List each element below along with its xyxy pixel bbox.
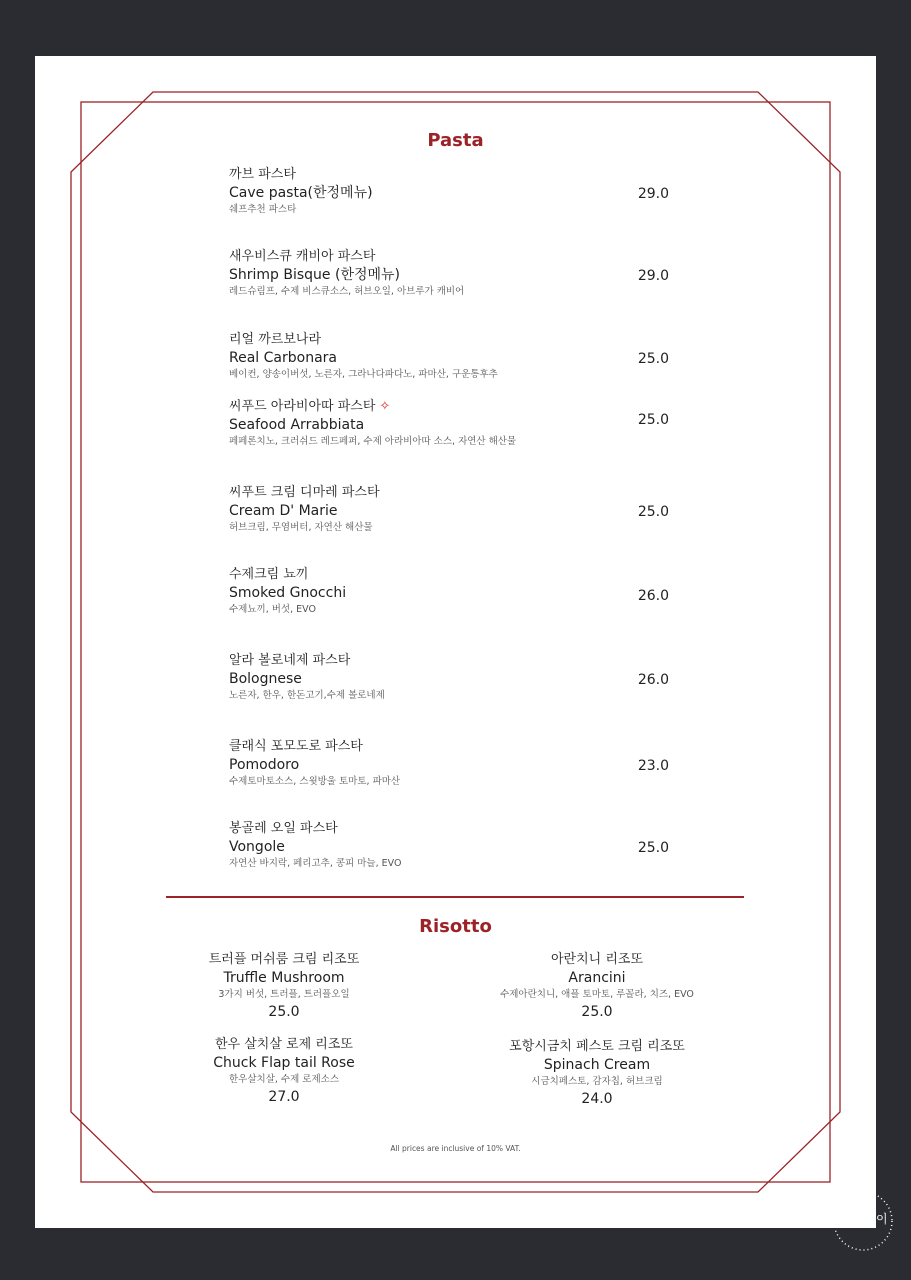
item-name-english: Smoked Gnocchi <box>229 585 347 601</box>
item-description: 수제토마토소스, 스윗방울 토마토, 파마산 <box>229 776 401 787</box>
item-name-english: Real Carbonara <box>229 350 337 366</box>
pasta-item-cave-pasta <box>229 166 689 236</box>
pasta-section-title: Pasta <box>427 130 484 151</box>
item-name-english: Truffle Mushroom <box>223 970 345 986</box>
item-price: 25.0 <box>268 1004 300 1020</box>
item-name-korean: 아란치니 리조또 <box>550 952 644 967</box>
item-name-korean: 포항시금치 페스토 크림 리조또 <box>509 1039 685 1054</box>
item-name-korean-row <box>229 398 689 416</box>
pasta-item-bolognese <box>229 652 689 722</box>
item-description: 수제아란치니, 애플 토마토, 루꼴라, 치즈, EVO <box>500 989 694 1000</box>
page-indicator-label: 이 <box>876 1212 888 1226</box>
item-description: 자연산 바지락, 페리고추, 콩피 마늘, EVO <box>229 858 402 869</box>
item-price: 26.0 <box>637 672 669 688</box>
item-price: 26.0 <box>637 588 669 604</box>
menu-page <box>35 56 876 1228</box>
item-description: 노른자, 한우, 한돈고기,수제 볼로네제 <box>229 690 385 701</box>
item-name-korean: 까브 파스타 <box>229 167 296 182</box>
pasta-item-cream-d-marie <box>229 484 689 554</box>
item-name-english: Cream D' Marie <box>229 503 338 519</box>
item-description: 쉐프추천 파스타 <box>229 204 297 215</box>
item-price: 25.0 <box>637 412 669 428</box>
item-description: 한우살치살, 수제 로제소스 <box>228 1074 339 1085</box>
risotto-section-title: Risotto <box>419 916 492 937</box>
item-price: 25.0 <box>637 504 669 520</box>
item-description: 허브크림, 무염버터, 자연산 해산물 <box>229 522 373 533</box>
item-price: 23.0 <box>637 758 669 774</box>
item-name-english: Shrimp Bisque (한정메뉴) <box>229 267 401 283</box>
item-name-korean: 씨푸트 크림 디마레 파스타 <box>229 485 380 500</box>
risotto-item-arancini <box>447 951 747 1021</box>
item-name-english: Bolognese <box>229 671 302 687</box>
item-price: 27.0 <box>268 1089 300 1105</box>
item-description: 3가지 버섯, 트러플, 트러플오일 <box>218 989 350 1000</box>
pasta-item-smoked-gnocchi <box>229 566 689 636</box>
item-description: 베이컨, 양송이버섯, 노른자, 그라나다파다노, 파마산, 구운통후추 <box>229 369 498 380</box>
risotto-item-spinach-cream <box>447 1038 747 1108</box>
item-description: 수제뇨끼, 버섯, EVO <box>229 604 316 615</box>
item-name-korean: 리얼 까르보나라 <box>229 332 322 347</box>
vat-note: All prices are inclusive of 10% VAT. <box>390 1144 521 1153</box>
item-name-korean: 씨푸드 아라비아따 파스타 <box>229 399 376 414</box>
item-description: 시금치페스토, 감자칩, 허브크림 <box>531 1076 663 1087</box>
item-price: 25.0 <box>637 351 669 367</box>
pasta-item-seafood-arrabbiata <box>229 398 689 468</box>
item-name-korean: 봉골레 오일 파스타 <box>229 821 338 836</box>
pasta-item-pomodoro <box>229 738 689 808</box>
pasta-item-shrimp-bisque <box>229 248 689 318</box>
item-price: 25.0 <box>581 1004 613 1020</box>
section-divider <box>166 896 744 898</box>
item-name-english: Pomodoro <box>229 757 300 773</box>
pasta-item-real-carbonara <box>229 331 689 401</box>
chili-pepper-icon: ✧ <box>379 399 391 414</box>
item-name-english: Vongole <box>229 839 285 855</box>
risotto-item-truffle-mushroom <box>134 951 434 1021</box>
item-name-korean: 한우 살치살 로제 리조또 <box>215 1037 353 1052</box>
risotto-item-chuck-flap-tail-rose <box>134 1036 434 1106</box>
item-price: 25.0 <box>637 840 669 856</box>
item-name-english: Arancini <box>568 970 626 986</box>
item-name-korean: 트러플 머쉬룸 크림 리조또 <box>208 952 360 967</box>
item-price: 29.0 <box>637 186 669 202</box>
item-description: 레드슈림프, 수제 비스큐소스, 허브오일, 아브루가 캐비어 <box>229 286 465 297</box>
item-name-korean: 클래식 포모도로 파스타 <box>229 739 363 754</box>
item-name-korean: 알라 볼로네제 파스타 <box>229 653 351 668</box>
item-name-english: Cave pasta(한정메뉴) <box>229 185 373 201</box>
pasta-item-vongole <box>229 820 689 890</box>
item-name-english: Spinach Cream <box>543 1057 651 1073</box>
item-price: 29.0 <box>637 268 669 284</box>
item-description: 페페론치노, 크러쉬드 레드페퍼, 수제 아라비아따 소스, 자연산 해산물 <box>229 436 517 447</box>
item-name-english: Seafood Arrabbiata <box>229 417 365 433</box>
item-name-korean: 수제크림 뇨끼 <box>229 567 309 582</box>
item-price: 24.0 <box>581 1091 613 1107</box>
item-name-korean: 새우비스큐 캐비아 파스타 <box>229 249 376 264</box>
item-name-english: Chuck Flap tail Rose <box>213 1055 355 1071</box>
